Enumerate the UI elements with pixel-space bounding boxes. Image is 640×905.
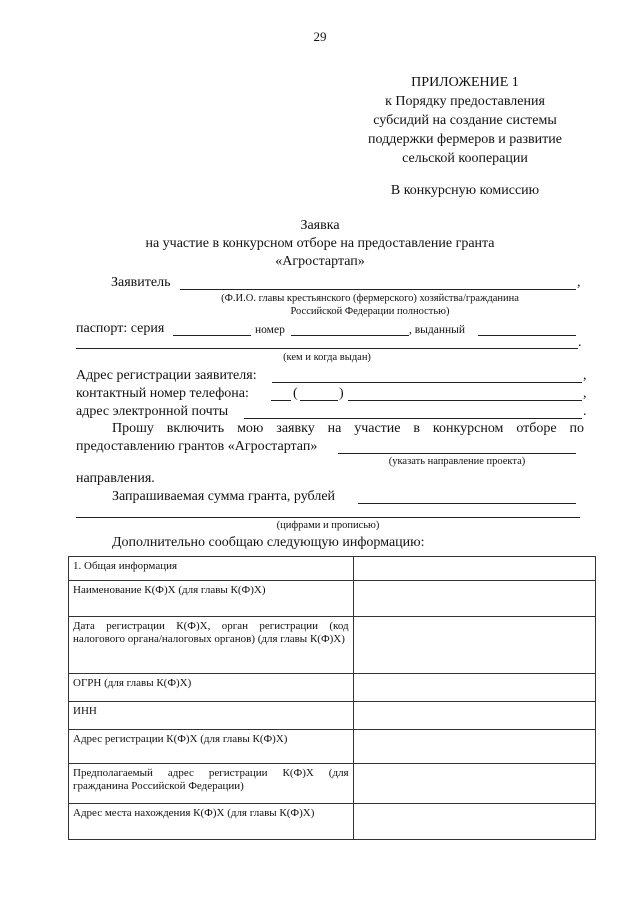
comma: , xyxy=(583,368,587,383)
table-cell-label: Адрес регистрации К(Ф)Х (для главы К(Ф)Х) xyxy=(69,730,354,764)
comma: , xyxy=(577,275,581,290)
document-title-line: на участие в конкурсном отборе на предоставление гранта xyxy=(145,236,495,251)
table-cell-value[interactable] xyxy=(353,674,595,702)
appendix-line: поддержки фермеров и развитие xyxy=(368,132,562,147)
table-cell-value[interactable] xyxy=(353,557,595,581)
appendix-line: сельской кооперации xyxy=(402,151,528,166)
request-caption: (указать направление проекта) xyxy=(388,456,526,467)
table-row xyxy=(69,674,596,702)
table-row xyxy=(69,764,596,804)
page-number: 29 xyxy=(313,29,327,44)
table-cell-label: Дата регистрации К(Ф)Х, орган регистрации (код налогового органа/налоговых органов) (для главы К(Ф)Х) xyxy=(69,617,354,674)
phone-number-field[interactable] xyxy=(348,400,582,401)
table-cell-label: Наименование К(Ф)Х (для главы К(Ф)Х) xyxy=(69,581,354,617)
project-direction-field[interactable] xyxy=(338,453,576,454)
paren-close: ) xyxy=(339,386,344,401)
email-label: адрес электронной почты xyxy=(76,404,229,419)
table-cell-value[interactable] xyxy=(353,804,595,840)
request-text: предоставлению грантов «Агростартап» xyxy=(76,439,318,454)
comma: , xyxy=(583,386,587,401)
phone-code-field[interactable] xyxy=(300,400,338,401)
passport-caption: (кем и когда выдан) xyxy=(283,352,371,363)
table-cell-label: ИНН xyxy=(69,702,354,730)
document-title-line: «Агростартап» xyxy=(275,254,365,269)
address-field[interactable] xyxy=(272,382,582,383)
period: . xyxy=(583,404,587,419)
appendix-line: субсидий на создание системы xyxy=(373,113,557,128)
amount-field-2[interactable] xyxy=(76,517,580,518)
applicant-field[interactable] xyxy=(180,289,576,290)
table-row xyxy=(69,581,596,617)
phone-label: контактный номер телефона: xyxy=(76,386,249,401)
passport-number-label: номер xyxy=(255,324,285,336)
table-cell-label: Предполагаемый адрес регистрации К(Ф)Х (для гражданина Российской Федерации) xyxy=(69,764,354,804)
amount-caption: (цифрами и прописью) xyxy=(276,520,380,531)
table-row xyxy=(69,702,596,730)
table-row xyxy=(69,730,596,764)
request-text: направления. xyxy=(76,471,155,486)
period: . xyxy=(578,335,582,350)
request-text: Прошу включить мою заявку на участие в конкурсном отборе по xyxy=(112,421,584,436)
passport-series-label: паспорт: серия xyxy=(76,321,165,336)
table-cell-value[interactable] xyxy=(353,764,595,804)
table-cell-value[interactable] xyxy=(353,702,595,730)
info-table xyxy=(68,556,596,840)
addressee: В конкурсную комиссию xyxy=(390,183,540,198)
table-cell-label: Адрес места нахождения К(Ф)Х (для главы К(Ф)Х) xyxy=(69,804,354,840)
applicant-label: Заявитель xyxy=(111,275,171,290)
table-cell-value[interactable] xyxy=(353,617,595,674)
passport-series-field[interactable] xyxy=(173,335,251,336)
document-title: Заявка xyxy=(300,218,340,233)
appendix-line: к Порядку предоставления xyxy=(385,94,545,109)
table-cell-value[interactable] xyxy=(353,730,595,764)
table-row xyxy=(69,804,596,840)
paren-open: ( xyxy=(293,386,298,401)
amount-label: Запрашиваемая сумма гранта, рублей xyxy=(112,489,336,504)
table-cell-value[interactable] xyxy=(353,581,595,617)
passport-number-field[interactable] xyxy=(291,335,409,336)
passport-issued-label: , выданный xyxy=(409,324,466,336)
passport-issued-field-2[interactable] xyxy=(76,348,578,349)
passport-issued-field[interactable] xyxy=(478,335,576,336)
address-label: Адрес регистрации заявителя: xyxy=(76,368,257,383)
applicant-caption: Российской Федерации полностью) xyxy=(290,306,450,317)
amount-field[interactable] xyxy=(358,503,576,504)
additional-info: Дополнительно сообщаю следующую информацию: xyxy=(112,535,425,550)
appendix-title: ПРИЛОЖЕНИЕ 1 xyxy=(411,75,519,90)
table-row xyxy=(69,557,596,581)
table-cell-label: ОГРН (для главы К(Ф)Х) xyxy=(69,674,354,702)
email-field[interactable] xyxy=(244,418,582,419)
table-row xyxy=(69,617,596,674)
table-cell-label: 1. Общая информация xyxy=(69,557,354,581)
phone-prefix-field[interactable] xyxy=(271,400,291,401)
applicant-caption: (Ф.И.О. главы крестьянского (фермерского) хозяйства/гражданина xyxy=(221,293,519,304)
